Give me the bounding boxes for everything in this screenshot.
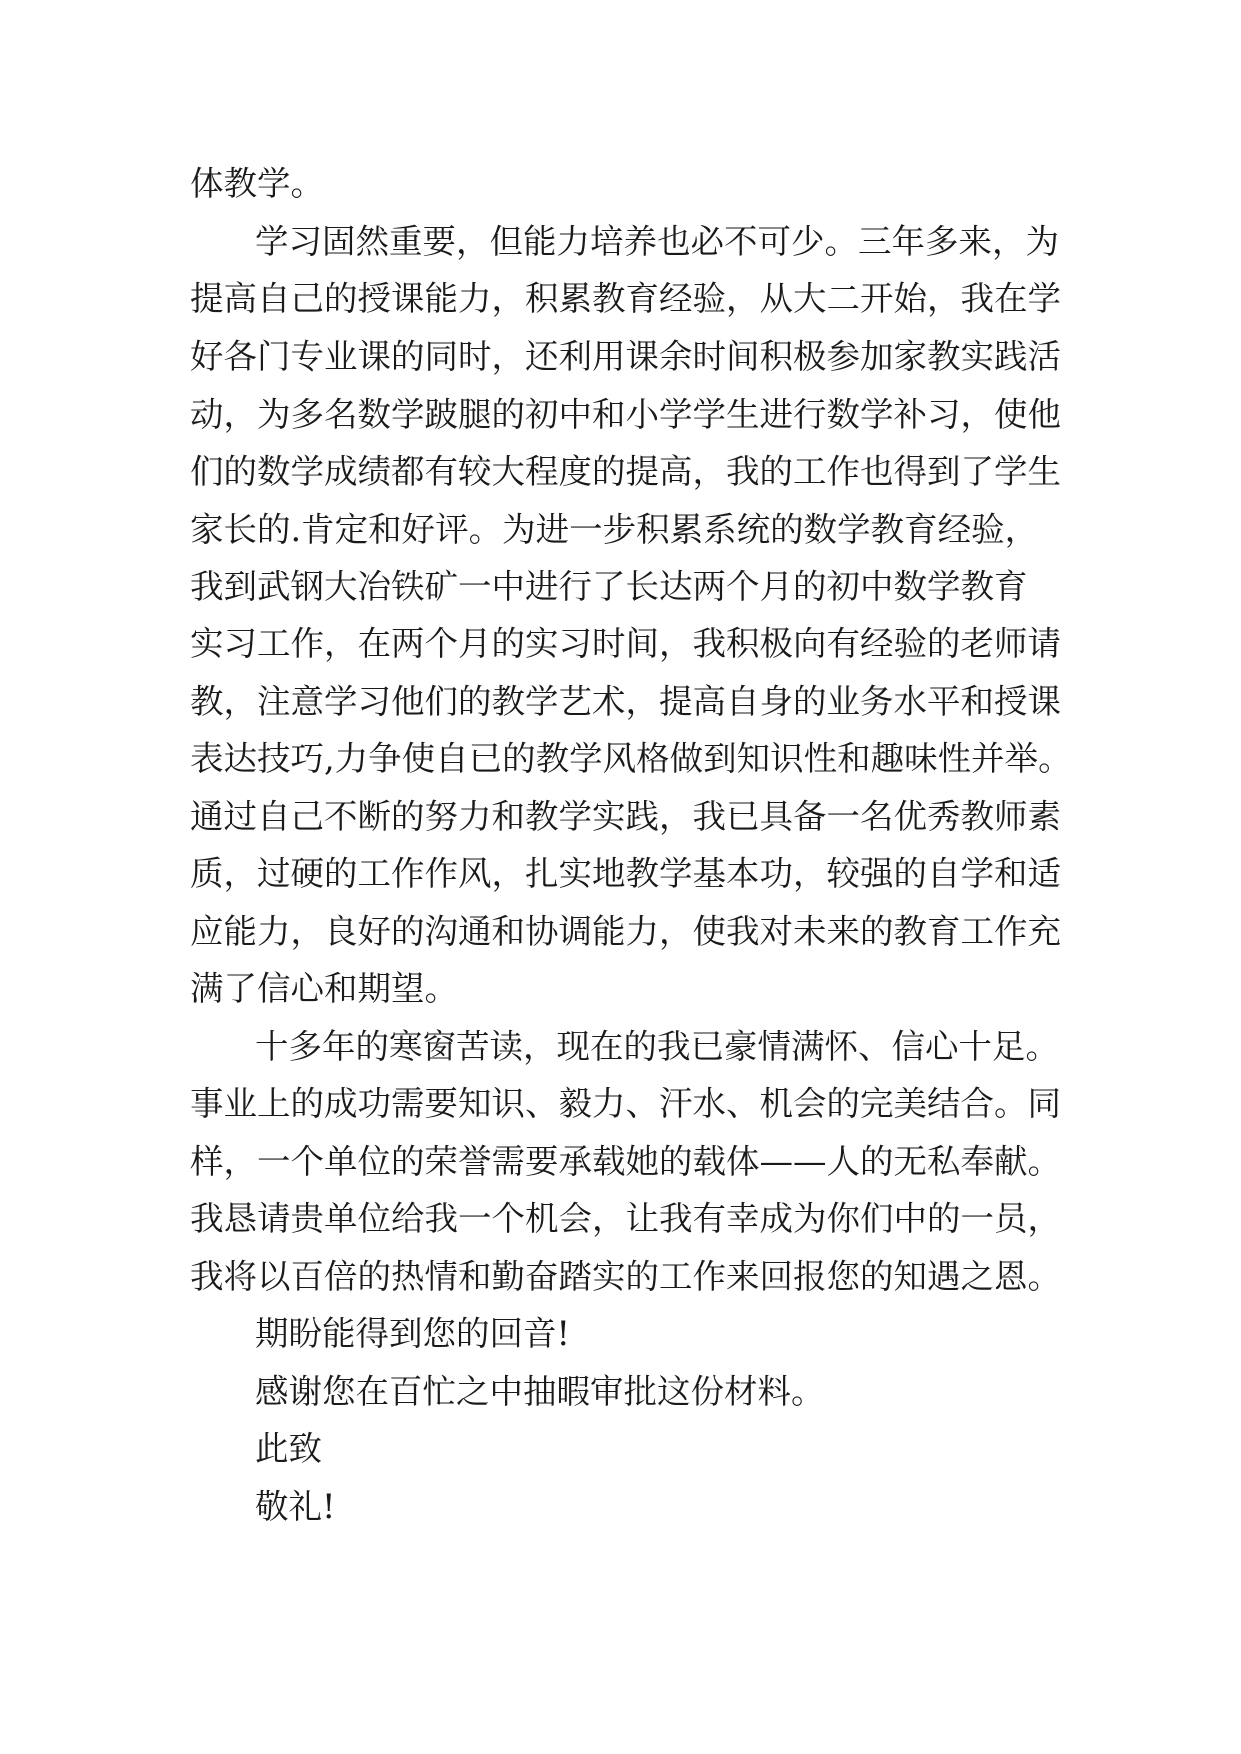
- body-text-line: 事业上的成功需要知识、毅力、汗水、机会的完美结合。同: [190, 1084, 1061, 1123]
- body-text-line: 我恳请贵单位给我一个机会，让我有幸成为你们中的一员，: [190, 1199, 1061, 1238]
- salutation-line: 敬礼!: [255, 1487, 336, 1526]
- body-text-line: 满了信心和期望。: [190, 969, 458, 1008]
- body-text-line: 我将以百倍的热情和勤奋踏实的工作来回报您的知遇之恩。: [190, 1257, 1061, 1296]
- body-text-line: 动，为多名数学跛腿的初中和小学学生进行数学补习，使他: [190, 395, 1061, 434]
- body-text-line: 实习工作，在两个月的实习时间，我积极向有经验的老师请: [190, 624, 1061, 663]
- body-text-line: 好各门专业课的同时，还利用课余时间积极参加家教实践活: [190, 337, 1061, 376]
- salutation-line: 此致: [255, 1429, 322, 1468]
- body-text-line: 们的数学成绩都有较大程度的提高，我的工作也得到了学生: [190, 452, 1061, 491]
- body-text-line: 表达技巧,力争使自已的教学风格做到知识性和趣味性并举。: [190, 739, 1072, 778]
- body-text-line: 提高自己的授课能力，积累教育经验，从大二开始，我在学: [190, 279, 1061, 318]
- body-text-line: 样，一个单位的荣誉需要承载她的载体——人的无私奉献。: [190, 1142, 1061, 1181]
- body-text-line: 教，注意学习他们的教学艺术，提高自身的业务水平和授课: [190, 682, 1061, 721]
- body-text-line: 体教学。: [190, 164, 324, 203]
- body-text-line: 应能力，良好的沟通和协调能力，使我对未来的教育工作充: [190, 912, 1061, 951]
- body-text-line: 学习固然重要，但能力培养也必不可少。三年多来，为: [255, 222, 1059, 261]
- body-text-line: 质，过硬的工作作风，扎实地教学基本功，较强的自学和适: [190, 854, 1061, 893]
- body-text-line: 家长的.肯定和好评。为进一步积累系统的数学教育经验，: [190, 510, 1039, 549]
- body-text-line: 通过自己不断的努力和教学实践，我已具备一名优秀教师素: [190, 797, 1061, 836]
- closing-line: 期盼能得到您的回音!: [255, 1314, 570, 1353]
- body-text-line: 我到武钢大冶铁矿一中进行了长达两个月的初中数学教育: [190, 567, 1028, 606]
- closing-line: 感谢您在百忙之中抽暇审批这份材料。: [255, 1372, 825, 1411]
- body-text-line: 十多年的寒窗苦读，现在的我已豪情满怀、信心十足。: [255, 1027, 1059, 1066]
